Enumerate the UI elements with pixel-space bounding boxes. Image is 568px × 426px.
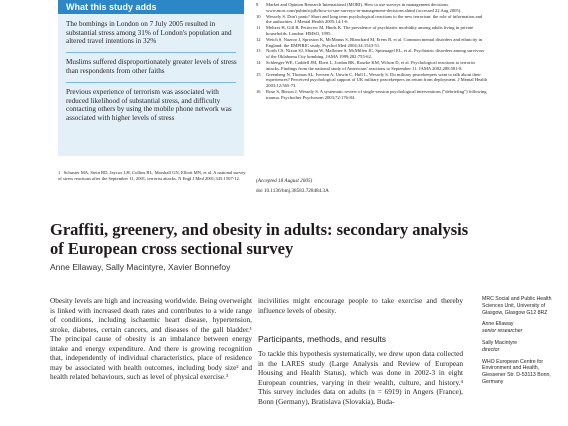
left-reference-text: Schuster MA, Stein BD, Jaycox LH, Collins RL, Marshall GN, Elliott MN, et al. A national survey of stress reactions after the September 11, 2001, terrorist attacks. N Engl J Med 2001;345:1507-12. [58, 170, 246, 181]
author-2: Sally Macintyre director [482, 339, 518, 353]
box-header: What this study adds [58, 0, 244, 14]
reference-item: 16 Rose S, Bisson J, Wessely S. A systematic review of single-session psychological interventions ("debriefing") following trauma. Psychother Psychosom 2003;72:176-84. [256, 88, 487, 100]
section-heading-methods: Participants, methods, and results [258, 334, 387, 344]
article-authors: Anne Ellaway, Sally Macintyre, Xavier Bonnefoy [50, 262, 231, 272]
body-column-2-intro: incivilities might encourage people to take exercise and thereby influence levels of obesity. [258, 296, 463, 315]
affiliation: MRC Social and Public Health Sciences Unit, University of Glasgow, Glasgow G12 8RZ [482, 296, 552, 316]
affiliation-2: WHO European Centre for Environment and Health, Giessener Str. D-53113 Bonn, Germany [482, 358, 551, 385]
box-point-3: Previous experience of terrorism was associated with reduced likelihood of substantial stress, and difficulty contacting others by using the mobile phone network was associated with higher levels of stress [66, 88, 232, 122]
author-1: Anne Ellaway senior researcher [482, 321, 523, 335]
author-affiliations [482, 296, 562, 391]
body-column-1: Obesity levels are high and increasing worldwide. Being overweight is linked with increased death rates and contributes to a wide range of conditions, including ischaemic heart disease, hypertension, stroke, diabetes, certain cancers, and diseases of the gall bladder.¹ The principal cause of obesity is an imbalance between energy intake and energy expenditure. And there is growing recognition that, independently of individual characteristics, place of residence may be associated with health outcomes, including body size² and health related behaviours, such as level of physical exercise.³ [50, 296, 252, 381]
box-divider [66, 52, 236, 53]
accepted-date: (Accepted 18 August 2005) [256, 178, 313, 184]
reference-item: 9 Market and Opinion Research International (MORI). How to use surveys in management decisions. www.mori.com/pubinfo/pfb/how-to-use-surveys-in-management-decisions.shtml (accessed 22 Aug 2005). [256, 2, 462, 13]
body-column-2-methods: To tackle this hypothesis systematically, we drew upon data collected in the LARES study (Large Analysis and Review of European Housing and Health Status), which was done in 2002-3 in eight European countries, varying in their wealth, culture, and history.⁴ This survey includes data on adults (n = 6919) in Angers (France), Bonn (Germany), Bratislava (Slovakia), Buda- [258, 349, 463, 406]
reference-item: 15 Greenberg N, Thomas SL, Iversen A, Unwin C, Hull L, Wessely S. Do military peacekeepers want to talk about their experiences? Perceived psychological support of UK military peacekeepers on return from deployment. J Mental Health 2003;12:565-73. [256, 71, 488, 89]
reference-item: 13 North CS, Nixon SJ, Shariat W, Mallonee S, McMillen JC, Spitznagel EL, et al. Psychiatric disorders among survivors of the Oklahoma City bombing. JAMA 1999;282:755-62. [256, 48, 485, 60]
article-title: Graffiti, greenery, and obesity in adults: secondary analysis of European cross sectional survey [50, 220, 469, 258]
doi: doi 10.1136/bmj.38583.728484.3A [256, 188, 329, 194]
reference-item: 10 Wessely S. Don't panic! Short and long term psychological reactions to the new terrorism: the role of information and the authorities. J Mental Health 2005;14:1-6. [256, 13, 483, 25]
box-point-2: Muslims suffered disproportionately greater levels of stress than respondents from other faiths [66, 58, 237, 75]
reference-item: 12 Weich S, Nazroo J, Sproston K, McManus S, Blanchard M, Erens B, et al. Common mental disorders and ethnicity in England: the EMPIRIC study. Psychol Med 2004;34:1543-51. [256, 36, 483, 48]
reference-item: 14 Schlenger WE, Caddell JM, Ebert L, Jordan BK, Rourke KM, Wilson D, et al. Psychological reactions to terrorist attacks. Findings from the national study of Americans' reactions to September 11. JAMA 2002;288:581-8. [256, 59, 475, 71]
box-point-1: The bombings in London on 7 July 2005 resulted in substantial stress among 31% of London's population and altered travel intentions in 32% [66, 20, 232, 46]
reference-list [256, 2, 488, 101]
left-reference [58, 170, 246, 182]
left-reference-number: 1 [58, 170, 61, 175]
box-divider [66, 82, 236, 83]
reference-item: 11 Meltzer H, Gill B, Petticrew M, Hinds K. The prevalence of psychiatric morbidity among adults living in private households. London: HMSO, 1995. [256, 25, 474, 36]
what-this-study-adds-box [58, 0, 244, 156]
